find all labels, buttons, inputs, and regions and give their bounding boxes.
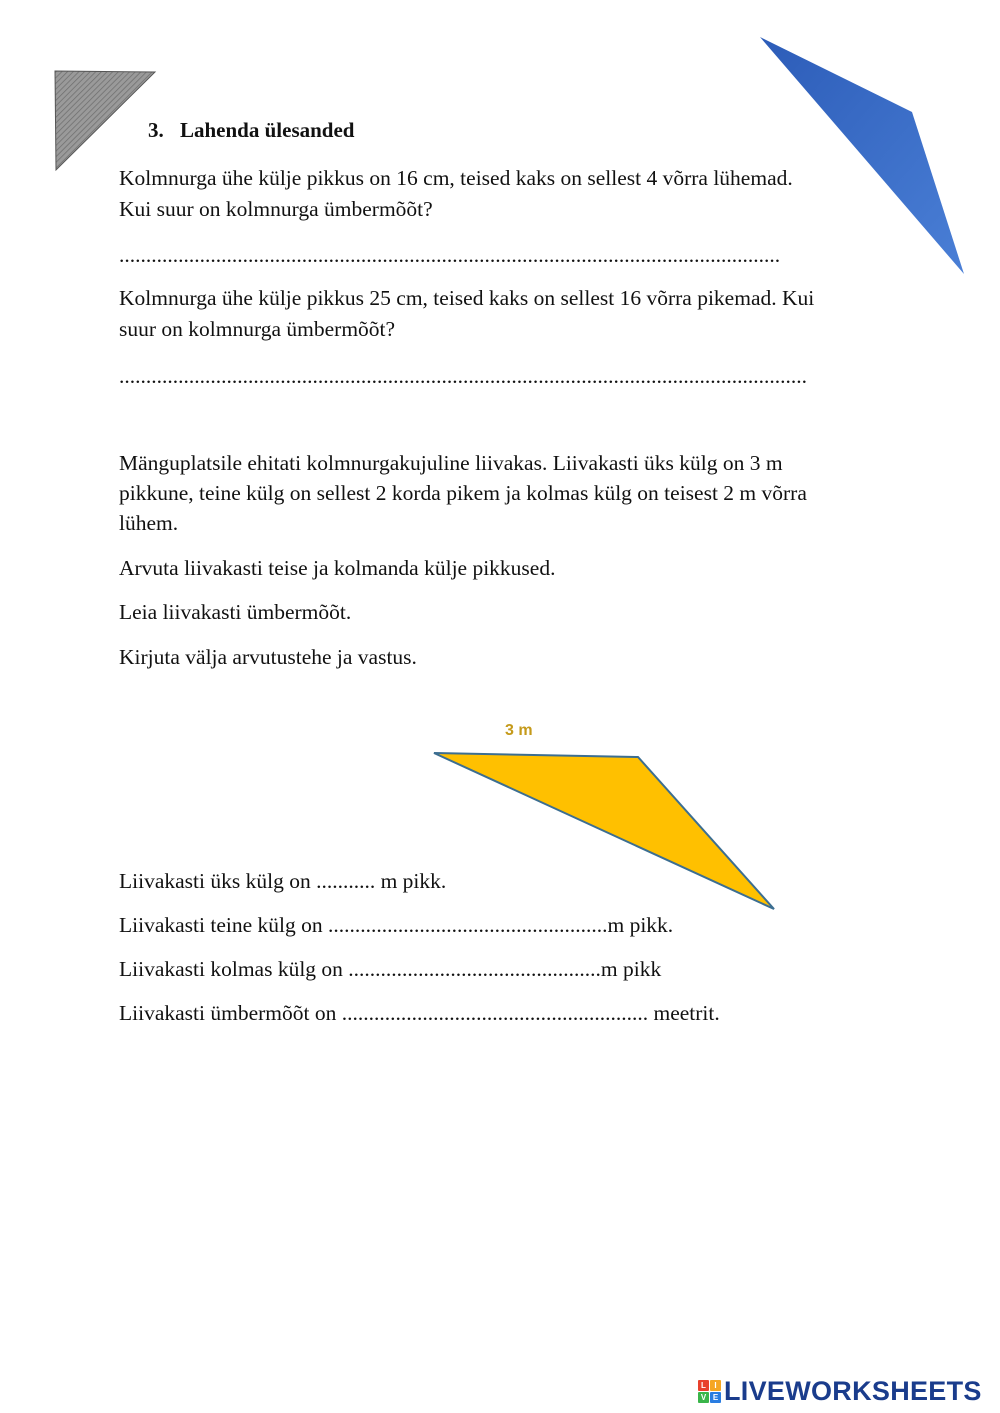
- fill-in-side2[interactable]: Liivakasti teine külg on ....................................................m pikk.: [119, 913, 674, 937]
- fill-in-side1[interactable]: Liivakasti üks külg on ........... m pikk.: [119, 869, 447, 893]
- fill-in-side3[interactable]: Liivakasti kolmas külg on ...............................................m pikk: [119, 957, 662, 981]
- logo-icon: [698, 1380, 721, 1403]
- problem1-answer-line[interactable]: ...........................................................................................................................: [119, 243, 781, 267]
- exercise-title: Lahenda ülesanded: [180, 118, 355, 142]
- problem1-text-line2: Kui suur on kolmnurga ümbermõõt?: [119, 197, 433, 221]
- liveworksheets-logo[interactable]: [698, 1376, 982, 1407]
- problem3-text-line1: Mänguplatsile ehitati kolmnurgakujuline liivakas. Liivakasti üks külg on 3 m: [119, 451, 783, 475]
- problem1-text-line1: Kolmnurga ühe külje pikkus on 16 cm, teised kaks on sellest 4 võrra lühemad.: [119, 166, 793, 190]
- problem3-text-line2: pikkune, teine külg on sellest 2 korda pikem ja kolmas külg on teisest 2 m võrra: [119, 481, 807, 505]
- sandbox-triangle: [428, 745, 788, 925]
- problem2-text-line2: suur on kolmnurga ümbermõõt?: [119, 317, 396, 341]
- exercise-number: 3.: [148, 118, 164, 142]
- problem3-text-line3: lühem.: [119, 511, 179, 535]
- exercise-heading: [148, 118, 354, 143]
- logo-cell-i: I: [710, 1380, 721, 1391]
- problem2-text-line1: Kolmnurga ühe külje pikkus 25 cm, teised kaks on sellest 16 võrra pikemad. Kui: [119, 286, 815, 310]
- problem3-task3: Kirjuta välja arvutustehe ja vastus.: [119, 645, 417, 669]
- sandbox-triangle-shape: [434, 753, 774, 909]
- brand-name: LIVEWORKSHEETS: [724, 1376, 982, 1406]
- blue-triangle-decoration: [752, 30, 972, 280]
- problem3-task1: Arvuta liivakasti teise ja kolmanda külje pikkused.: [119, 556, 556, 580]
- triangle-side-label: 3 m: [505, 722, 533, 739]
- problem3-task2: Leia liivakasti ümbermõõt.: [119, 600, 352, 624]
- logo-cell-v: V: [698, 1392, 709, 1403]
- logo-cell-e: E: [710, 1392, 721, 1403]
- problem2-answer-line[interactable]: ................................................................................................................................: [119, 364, 807, 388]
- logo-cell-l: L: [698, 1380, 709, 1391]
- fill-in-perimeter[interactable]: Liivakasti ümbermõõt on ......................................................... meetrit.: [119, 1001, 720, 1025]
